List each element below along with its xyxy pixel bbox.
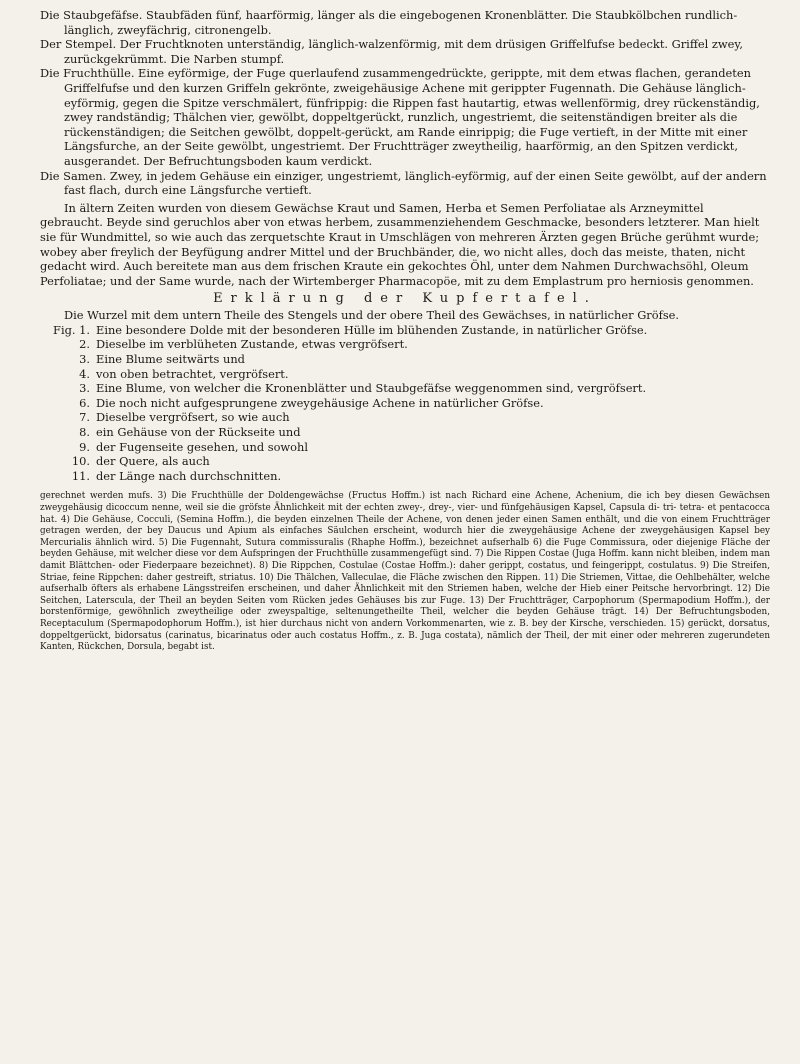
figure-number: 3. bbox=[79, 352, 90, 367]
figure-item bbox=[40, 323, 770, 338]
figure-text: der Quere, als auch bbox=[96, 454, 210, 469]
footnotes-text: gerechnet werden mufs. 3) Die Fruchthülle der Doldengewächse (Fructus Hoffm.) ist nach Richard eine Achene, Achenium, die ich bey diesen Gewächsen zweygehäusig dicoccum nenne, weil sie die gröfste Ähnlichkeit mit der echten zwey-, drey-, vier- und fünfgehäusigen Kapsel, Capsula di- tri- tetra- et pentacocca hat. 4) Die Gehäuse, Cocculi, (Semina Hoffm.), die beyden einzelnen Theile der Achene, von denen jeder einen Samen enthält, und die von einem Fruchtträger getragen werden, der bey Daucus und Apium als einfaches Säulchen erscheint, wodurch hier die zweygehäusige Achene der zweygehäusigen Kapsel bey Mercurialis ähnlich wird. 5) Die Fugennaht, Sutura commissuralis (Rhaphe Hoffm.), bezeichnet aufserhalb 6) die Fuge Commissura, oder diejenige Fläche der beyden Gehäuse, mit welcher diese vor dem Aufspringen der Fruchthülle zusammengefügt sind. 7) Die Rippen Costae (Juga Hoffm. kann nicht bleiben, indem man damit Blättchen- oder Fiederpaare bezeichnet). 8) Die Rippchen, Costulae (Costae Hoffm.): daher gerippt, costatus, und feingerippt, costulatus. 9) Die Streifen, Striae, feine Rippchen: daher gestreift, striatus. 10) Die Thälchen, Valleculae, die Fläche zwischen den Rippen. 11) Die Striemen, Vittae, die Oehlbehälter, welche aufserhalb öfters als erhabene Längsstreifen erscheinen, und daher Ähnlichkeit mit den Striemen haben, welche der Hieb einer Peitsche hervorbringt. 12) Die Seitchen, Laterscula, der Theil an beyden Seiten vom Rücken jedes Gehäuses bis zur Fuge. 13) Der Fruchtträger, Carpophorum (Spermapodium Hoffm.), der borstenförmige, gewöhnlich zweytheilige oder zweyspaltige, seltenungetheilte Theil, welcher die beyden Gehäuse trägt. 14) Der Befruchtungsboden, Receptaculum (Spermapodophorum Hoffm.), ist hier durchaus nicht von andern Vorkommenarten, wie z. B. bey der Kirsche, verschieden. 15) gerückt, dorsatus, doppeltgerückt, bidorsatus (carinatus, bicarinatus oder auch costatus Hoffm., z. B. Juga costata), nämlich der Theil, der mit einer oder mehreren zugerundeten Kanten, Rückchen, Dorsula, begabt ist. bbox=[40, 491, 770, 653]
figure-text: ein Gehäuse von der Rückseite und bbox=[96, 425, 301, 440]
figure-text: Eine Blume, von welcher die Kronenblätter und Staubgefäfse weggenommen sind, vergröfsert. bbox=[96, 381, 647, 396]
figure-number: 11. bbox=[71, 468, 90, 483]
figure-number: 3. bbox=[79, 381, 90, 396]
figure-number: 10. bbox=[71, 454, 90, 469]
figure-number: 4. bbox=[79, 366, 90, 381]
figure-text: Die noch nicht aufgesprungene zweygehäusige Achene in natürlicher Gröfse. bbox=[96, 395, 544, 410]
figure-item bbox=[40, 454, 770, 469]
figure-item bbox=[40, 440, 770, 455]
footnotes bbox=[40, 491, 770, 653]
figure-item bbox=[40, 425, 770, 440]
figure-text: von oben betrachtet, vergröfsert. bbox=[96, 366, 289, 381]
figure-text: Eine Blume seitwärts und bbox=[96, 352, 245, 367]
plate-title: Erklärung der Kupfertafel. bbox=[213, 291, 597, 307]
figure-list bbox=[40, 323, 770, 484]
figure-text: Dieselbe vergröfsert, so wie auch bbox=[96, 410, 290, 425]
figure-item bbox=[40, 410, 770, 425]
plate-intro: Die Wurzel mit dem untern Theile des Stengels und der obere Theil des Gewächses, in natürlicher Gröfse. bbox=[64, 308, 680, 323]
usage-paragraph: In ältern Zeiten wurden von diesem Gewächse Kraut und Samen, Herba et Semen Perfoliatae als Arzneymittel gebraucht. Beyde sind geruchlos aber von etwas herbem, zusammenziehendem Geschmacke, besonders letzterer. Man hielt sie für Wundmittel, so wie auch das zerquetschte Kraut in Umschlägen von mehreren Ärzten gegen Brüche gerühmt wurde; wobey aber freylich der Beyfügung andrer Mittel und der Bruchbänder, die, wo nicht alles, doch das meiste, thaten, nicht gedacht wird. Auch bereitete man aus dem frischen Kraute ein gekochtes Öhl, unter dem Nahmen Durchwachsöhl, Oleum Perfoliatae; und der Same wurde, nach der Wirtemberger Pharmacopöe, mit zu dem Emplastrum pro herniosis genommen. bbox=[40, 200, 760, 288]
figure-number: Fig. 1. bbox=[53, 322, 90, 337]
figure-number: 7. bbox=[79, 410, 90, 425]
figure-number: 8. bbox=[79, 425, 90, 440]
description-seeds: Die Samen. Zwey, in jedem Gehäuse ein einziger, ungestriemt, länglich-eyförmig, auf der einen Seite gewölbt, auf der andern fast flach, durch eine Längsfurche vertieft. bbox=[40, 168, 767, 198]
figure-text: Eine besondere Dolde mit der besonderen Hülle im blühenden Zustande, in natürlicher Gröfse. bbox=[96, 322, 648, 337]
figure-item bbox=[40, 337, 770, 352]
figure-text: Dieselbe im verblüheten Zustande, etwas vergröfsert. bbox=[96, 337, 408, 352]
figure-item bbox=[40, 469, 770, 484]
figure-item bbox=[40, 352, 770, 367]
figure-text: der Länge nach durchschnitten. bbox=[96, 468, 282, 483]
figure-item bbox=[40, 381, 770, 396]
description-fruit: Die Fruchthülle. Eine eyförmige, der Fuge querlaufend zusammengedrückte, gerippte, mit dem etwas flachen, gerandeten Griffelfufse und den kurzen Griffeln gekrönte, zweigehäusige Achene mit gerippter Fugennath. Die Gehäuse länglich-eyförmig, gegen die Spitze verschmälert, fünfrippig: die Rippen fast hautartig, etwas wellenförmig, drey rückenständig, zwey randständig; Thälchen vier, gewölbt, doppeltgerückt, runzlich, ungestriemt, die seitenständigen breiter als die rückenständigen; die Seitchen gewölbt, doppelt-gerückt, am Rande einrippig; die Fuge vertieft, in der Mitte mit einer Längsfurche, an der Seite gewölbt, ungestriemt. Der Fruchtträger zweytheilig, haarförmig, an den Spitzen verdickt, ausgerandet. Der Befruchtungsboden kaum verdickt. bbox=[40, 66, 760, 168]
figure-number: 9. bbox=[79, 439, 90, 454]
figure-item bbox=[40, 396, 770, 411]
figure-number: 6. bbox=[79, 395, 90, 410]
figure-item bbox=[40, 367, 770, 382]
figure-number: 2. bbox=[79, 337, 90, 352]
description-pistil: Der Stempel. Der Fruchtknoten unterständig, länglich-walzenförmig, mit dem drüsigen Griffelfufse bedeckt. Griffel zwey, zurückgekrümmt. Die Narben stumpf. bbox=[40, 37, 743, 66]
description-block bbox=[40, 8, 770, 198]
description-stamens: Die Staubgefäfse. Staubfäden fünf, haarförmig, länger als die eingebogenen Kronenblätter. Die Staubkölbchen rundlich-länglich, zweyfächrig, citronengelb. bbox=[40, 8, 738, 37]
figure-text: der Fugenseite gesehen, und sowohl bbox=[96, 439, 309, 454]
